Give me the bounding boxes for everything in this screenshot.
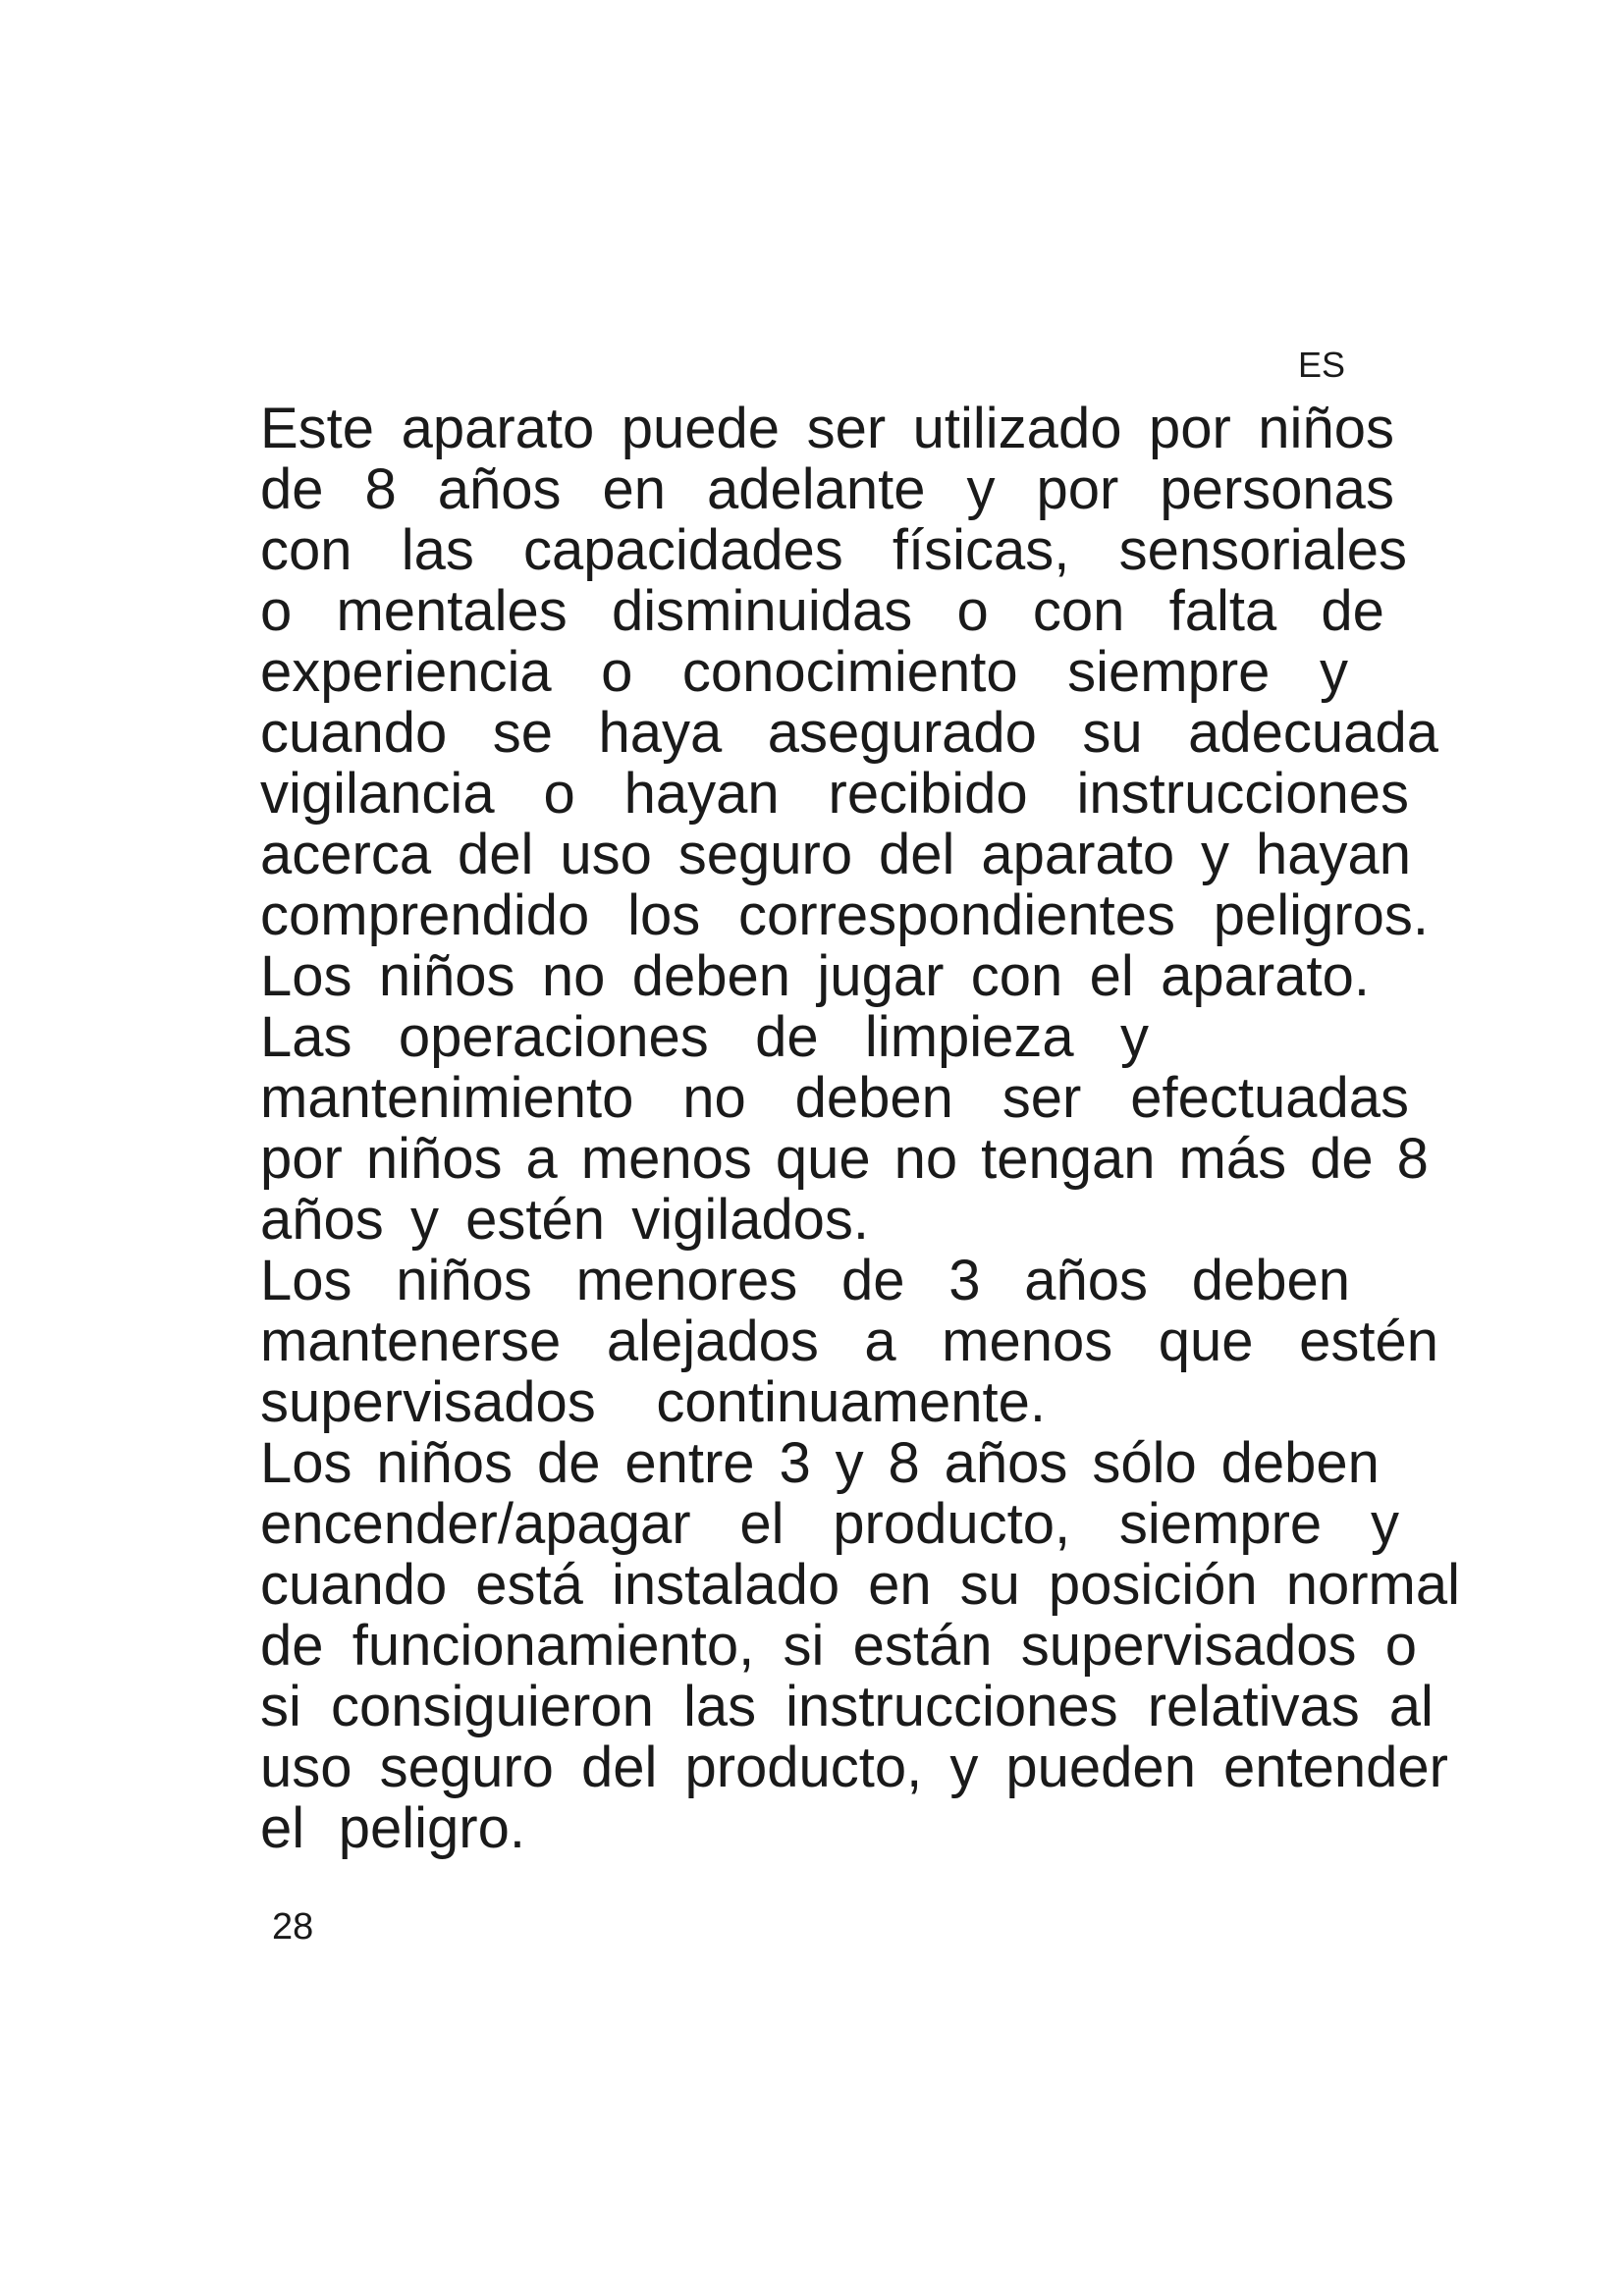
text-line: con las capacidades físicas, sensoriales [260, 518, 1407, 582]
text-line: Los niños no deben jugar con el aparato. [260, 944, 1370, 1008]
text-line: el peligro. [260, 1796, 525, 1860]
text-line: acerca del uso seguro del aparato y hayan [260, 823, 1411, 886]
text-line: supervisados continuamente. [260, 1370, 1046, 1434]
text-line: Los niños de entre 3 y 8 años sólo deben [260, 1431, 1380, 1495]
text-line: comprendido los correspondientes peligros. [260, 883, 1429, 947]
text-line: cuando está instalado en su posición normal [260, 1553, 1460, 1617]
text-line: años y estén vigilados. [260, 1188, 869, 1252]
page-number: 28 [272, 1906, 314, 1948]
text-line: experiencia o conocimiento siempre y [260, 640, 1348, 704]
text-line: Las operaciones de limpieza y [260, 1005, 1149, 1069]
text-line: vigilancia o hayan recibido instrucciones [260, 762, 1409, 826]
text-line: Este aparato puede ser utilizado por niños [260, 397, 1394, 460]
text-line: uso seguro del producto, y pueden entender [260, 1735, 1448, 1799]
text-line: de 8 años en adelante y por personas [260, 457, 1394, 521]
text-line: si consiguieron las instrucciones relativas al [260, 1675, 1434, 1738]
text-line: por niños a menos que no tengan más de 8 [260, 1127, 1429, 1191]
text-line: de funcionamiento, si están supervisados o [260, 1614, 1417, 1678]
text-line: o mentales disminuidas o con falta de [260, 579, 1384, 643]
text-line: cuando se haya asegurado su adecuada [260, 701, 1438, 765]
body-text [260, 399, 1468, 1859]
text-line: mantenerse alejados a menos que estén [260, 1309, 1438, 1373]
language-tag: ES [1298, 345, 1346, 385]
text-line: encender/apagar el producto, siempre y [260, 1492, 1399, 1556]
text-line: Los niños menores de 3 años deben [260, 1249, 1350, 1312]
text-line: mantenimiento no deben ser efectuadas [260, 1066, 1409, 1130]
